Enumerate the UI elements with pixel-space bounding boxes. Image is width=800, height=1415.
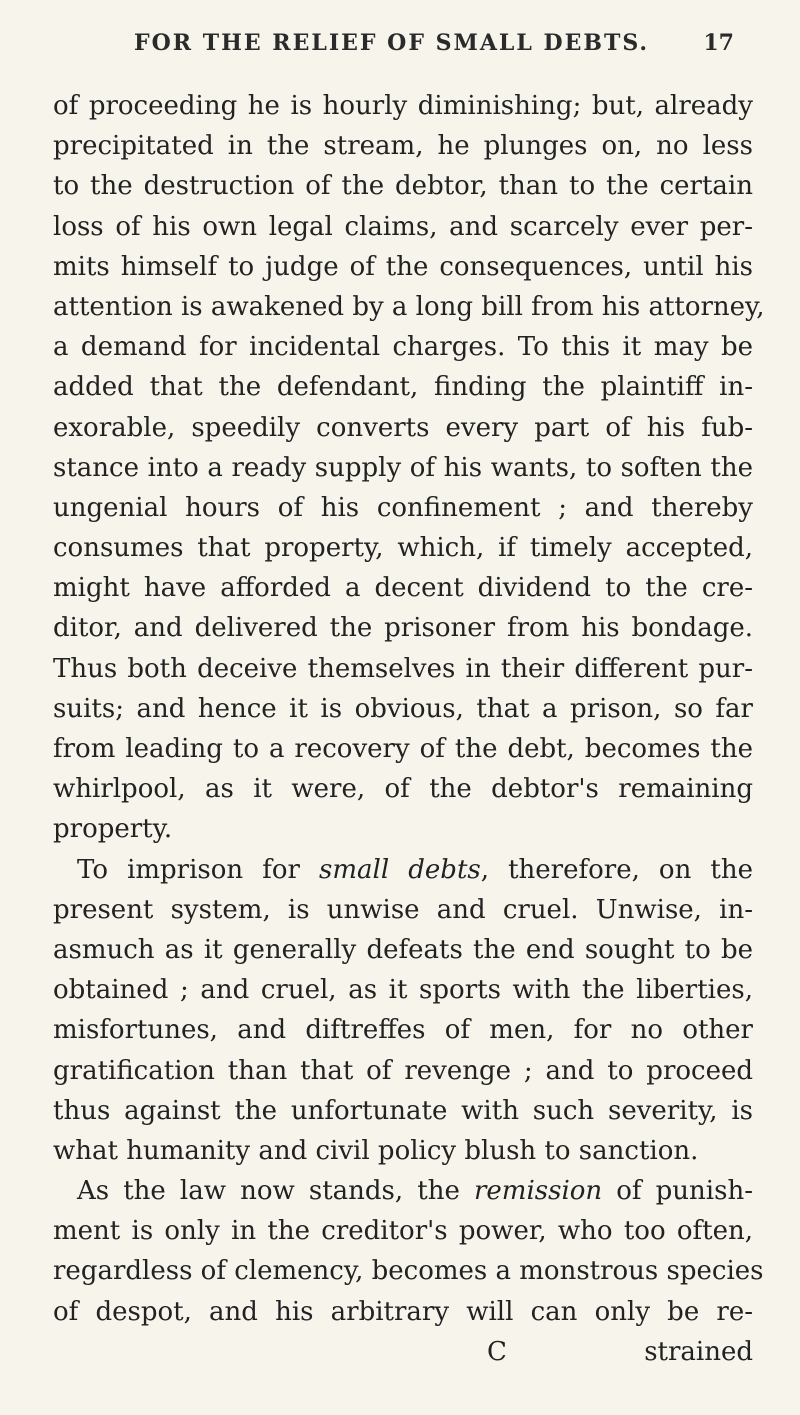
- page-footer: [53, 1332, 753, 1372]
- text-line: misfortunes, and diftreffes of men, for no other: [53, 1015, 753, 1046]
- text-line: regardless of clemency, becomes a monstrous species: [53, 1256, 764, 1287]
- text-line: exorable, speedily converts every part of his fub-: [53, 412, 753, 443]
- text-line: to the destruction of the debtor, than to the certain: [53, 171, 753, 202]
- text-line: thus against the unfortunate with such severity, is: [53, 1095, 753, 1126]
- text-line: what humanity and civil policy blush to sanction.: [53, 1135, 699, 1166]
- paragraph-1: [53, 86, 765, 850]
- text-line: gratification than that of revenge ; and to proceed: [53, 1055, 753, 1086]
- paragraph-3: [53, 1171, 764, 1332]
- text-line: Thus both deceive themselves in their different pur-: [53, 653, 753, 684]
- text-line: ungenial hours of his confinement ; and thereby: [53, 492, 753, 523]
- text-line: might have afforded a decent dividend to the cre-: [53, 573, 753, 604]
- running-head: [134, 30, 734, 70]
- text-line: present system, is unwise and cruel. Unwise, in-: [53, 894, 753, 925]
- signature-mark: C: [487, 1336, 507, 1367]
- body-text: [53, 86, 765, 1372]
- text-line: a demand for incidental charges. To this it may be: [53, 332, 753, 363]
- text-line: consumes that property, which, if timely accepted,: [53, 533, 753, 564]
- text-span: To imprison for: [77, 854, 320, 885]
- text-line: attention is awakened by a long bill from his attorney,: [53, 291, 765, 322]
- text-line: property.: [53, 814, 173, 845]
- text-line: added that the defendant, finding the plaintiff in-: [53, 372, 753, 403]
- text-span: of punish-: [602, 1176, 753, 1207]
- emphasis: remission: [473, 1176, 603, 1207]
- text-span: , therefore, on the: [480, 854, 753, 885]
- text-line: obtained ; and cruel, as it sports with the liberties,: [53, 975, 753, 1006]
- text-span: As the law now stands, the: [77, 1176, 474, 1207]
- text-line: [53, 850, 753, 890]
- text-line: ditor, and delivered the prisoner from his bondage.: [53, 613, 753, 644]
- text-line: from leading to a recovery of the debt, becomes the: [53, 734, 753, 764]
- text-line: suits; and hence it is obvious, that a prison, so far: [53, 693, 753, 724]
- text-line: of proceeding he is hourly diminishing; but, already: [53, 91, 753, 121]
- text-line: ment is only in the creditor's power, who too often,: [53, 1216, 753, 1247]
- paragraph-2: [53, 850, 753, 1172]
- text-line: precipitated in the stream, he plunges on, no less: [53, 131, 753, 162]
- text-line: [53, 1171, 753, 1211]
- text-line: stance into a ready supply of his wants, to soften the: [53, 452, 753, 483]
- text-line: asmuch as it generally defeats the end sought to be: [53, 934, 753, 965]
- text-line: of despot, and his arbitrary will can only be re-: [53, 1296, 753, 1327]
- text-line: whirlpool, as it were, of the debtor's remaining: [53, 774, 753, 805]
- running-title: FOR THE RELIEF OF SMALL DEBTS.: [134, 30, 650, 56]
- emphasis: small debts: [319, 854, 481, 885]
- text-line: mits himself to judge of the consequences, until his: [53, 251, 753, 282]
- text-line: loss of his own legal claims, and scarcely ever per-: [53, 211, 753, 242]
- catchword: strained: [644, 1336, 753, 1367]
- page-number: 17: [703, 30, 734, 56]
